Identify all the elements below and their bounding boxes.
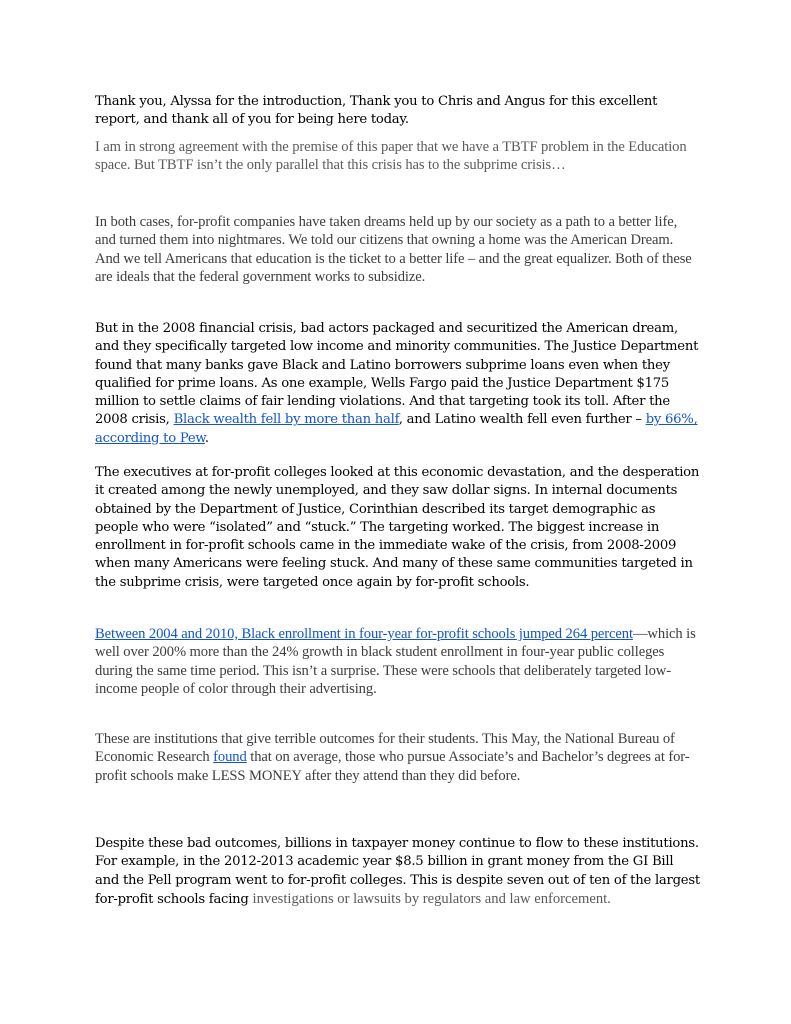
text-segment: These are institutions that give terrible outcomes for their students. This May, the National Bureau of Economic Research (95, 731, 675, 766)
paragraph-taxpayer-money (95, 835, 700, 909)
text-segment: Despite these bad outcomes, billions in taxpayer money continue to flow to these institutions. For example, in the 2012-2013 academic year $8.5 billion in grant money from the GI Bill and the Pell program went to for-profit colleges. This is despite seven out of ten of the largest for-profit schools facing (95, 836, 700, 907)
text-segment: that on average, those who pursue Associate’s and Bachelor’s degrees at for-profit schools make LESS MONEY after they attend than they did before. (95, 749, 690, 784)
paragraph-for-profit-executives: The executives at for-profit colleges looked at this economic devastation, and the desperation it created among the newly unemployed, and they saw dollar signs. In internal documents obtained by the Department of Justice, Corinthian described its target demographic as people who were “isolated” and “stuck.” The targeting worked. The biggest increase in enrollment in for-profit schools came in the immediate wake of the crisis, from 2008-2009 when many Americans were feeling stuck. And many of these same communities targeted in the subprime crisis, were targeted once again by for-profit schools. (95, 465, 700, 590)
paragraph-financial-crisis (95, 320, 700, 448)
text-segment: , and Latino wealth fell even further – (398, 412, 646, 428)
paragraph-thanks: Thank you, Alyssa for the introduction, Thank you to Chris and Angus for this excellent report, and thank all of you for being here today. (95, 94, 658, 128)
text-segment: . (204, 430, 209, 446)
link-found[interactable]: found (213, 749, 247, 766)
text-segment: —which is well over 200% more than the 24% growth in black student enrollment in four-year public colleges during the same time period. This isn’t a surprise. These were schools that deliberately targeted low-income people of color through their advertising. (95, 626, 696, 697)
link-pew[interactable]: by 66%, according to Pew (95, 412, 698, 446)
link-black-enrollment[interactable]: Between 2004 and 2010, Black enrollment in four-year for-profit schools jumped 264 percent (95, 626, 633, 642)
paragraph-black-enrollment (95, 625, 700, 698)
paragraph-outcomes (95, 730, 700, 785)
text-segment-gray: investigations or lawsuits by regulators and law enforcement. (252, 890, 611, 907)
paragraph-dreams: In both cases, for-profit companies have taken dreams held up by our society as a path to a better life, and turned them into nightmares. We told our citizens that owning a home was the American Dream. And we tell Americans that education is the ticket to a better life – and the great equalizer. Both of these are ideals that the federal government works to subsidize. (95, 214, 692, 285)
link-black-wealth[interactable]: Black wealth fell by more than half (173, 412, 399, 428)
text-segment: But in the 2008 financial crisis, bad actors packaged and securitized the American dream, and they specifically targeted low income and minority communities. The Justice Department found that many banks gave Black and Latino borrowers subprime loans even when they qualified for prime loans. As one example, Wells Fargo paid the Justice Department $175 million to settle claims of fair lending violations. And that targeting took its toll. After the 2008 crisis, (95, 321, 699, 428)
paragraph-tbtf: I am in strong agreement with the premise of this paper that we have a TBTF problem in the Education space. But TBTF isn’t the only parallel that this crisis has to the subprime crisis… (95, 139, 687, 174)
